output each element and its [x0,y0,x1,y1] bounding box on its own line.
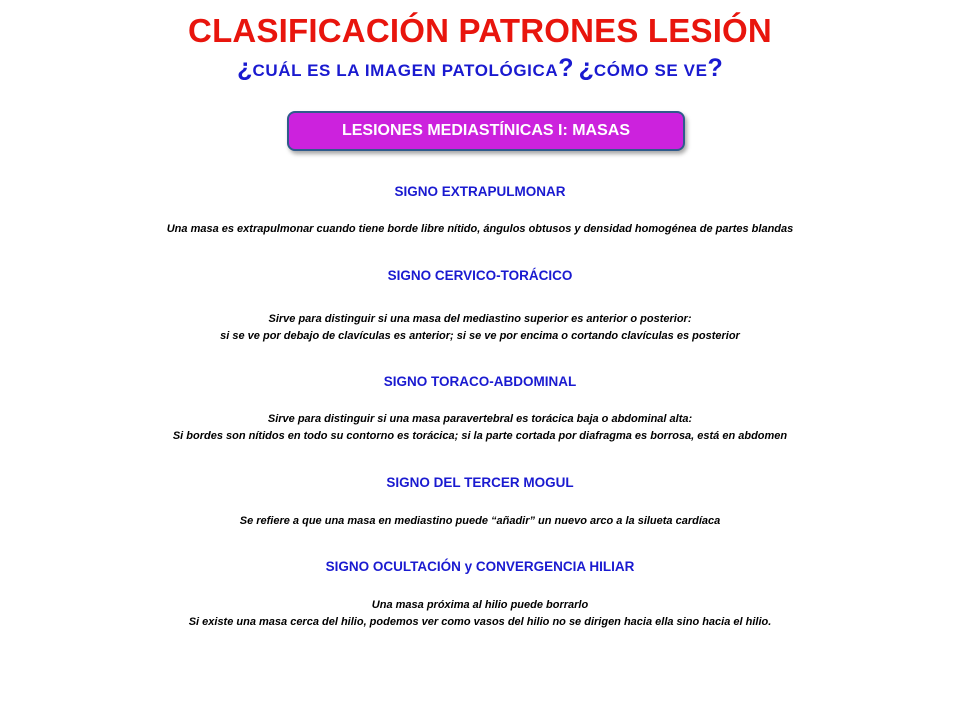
sign-block-cervico-toracico [0,268,960,342]
sign-heading: SIGNO TORACO-ABDOMINAL [383,374,577,389]
sign-description-line: Sirve para distinguir si una masa del mediastino superior es anterior o posterior: [268,313,692,325]
sign-description-line: Se refiere a que una masa en mediastino puede “añadir” un nuevo arco a la silueta cardíaca [239,515,721,527]
sign-block-tercer-mogul [0,475,960,527]
subtitle-question-1: CUÁL ES LA IMAGEN PATOLÓGICA [252,61,559,80]
section-title-box: LESIONES MEDIASTÍNICAS I: MASAS [287,111,685,151]
page-subtitle [0,54,960,83]
question-mark-close-2: ? [707,54,723,82]
question-mark-open-2: ¿ [578,54,594,82]
page-title: CLASIFICACIÓN PATRONES LESIÓN [188,12,772,49]
question-mark-close-1: ? [558,54,574,82]
sign-description-line: Sirve para distinguir si una masa paravertebral es torácica baja o abdominal alta: [267,413,693,425]
question-mark-open-1: ¿ [237,54,253,82]
sign-description-line: si se ve por debajo de clavículas es anterior; si se ve por encima o cortando clavículas es posterior [220,330,740,342]
sign-block-ocultacion-hiliar [0,559,960,628]
sign-description-line: Una masa es extrapulmonar cuando tiene borde libre nítido, ángulos obtusos y densidad homogénea de partes blandas [166,223,794,235]
sign-block-extrapulmonar [0,184,960,235]
sign-description-line: Si existe una masa cerca del hilio, podemos ver como vasos del hilio no se dirigen hacia ella sino hacia el hilio. [188,616,772,628]
sign-heading: SIGNO CERVICO-TORÁCICO [387,268,573,283]
sign-block-toraco-abdominal [0,374,960,442]
subtitle-question-2: CÓMO SE VE [593,61,708,80]
sign-heading: SIGNO OCULTACIÓN y CONVERGENCIA HILIAR [325,559,635,574]
sign-heading: SIGNO EXTRAPULMONAR [394,184,566,199]
sign-heading: SIGNO DEL TERCER MOGUL [386,475,574,490]
sign-description-line: Una masa próxima al hilio puede borrarlo [371,599,589,611]
sign-description-line: Si bordes son nítidos en todo su contorno es torácica; si la parte cortada por diafragma es borrosa, está en abdomen [172,430,788,442]
